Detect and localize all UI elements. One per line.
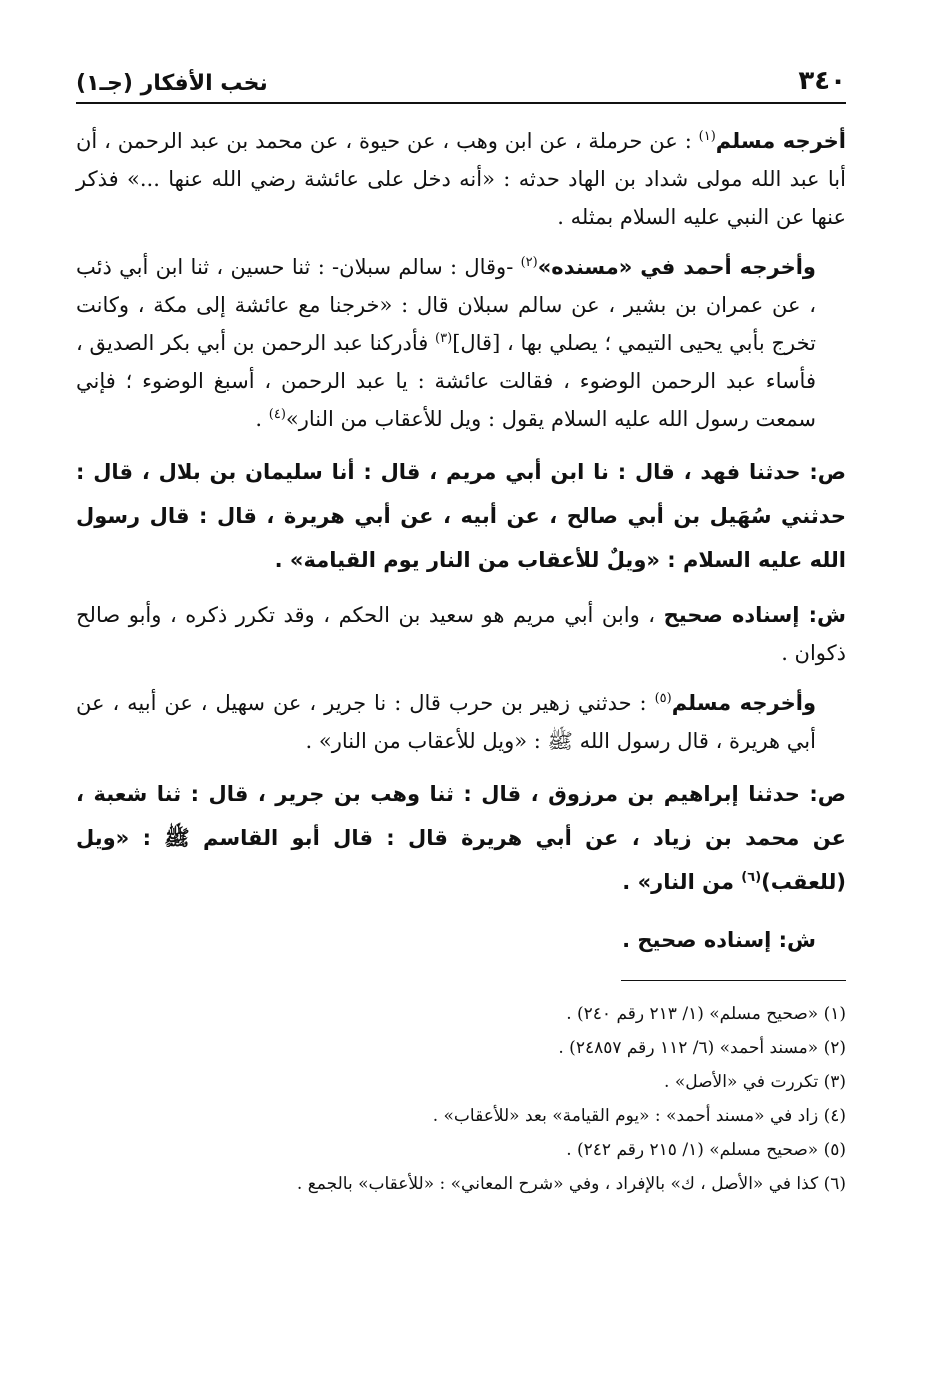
page-number: ٣٤٠ [798,66,846,96]
paragraph-lead: أخرجه مسلم [715,129,846,153]
paragraph-muslim-1 [76,122,846,236]
footnote-item: (١) «صحيح مسلم» (١/ ٢١٣ رقم ٢٤٠) . [566,1004,846,1024]
footnote-ref: (٢) [520,255,538,270]
hadith-text-2 [76,772,846,904]
sharh-text: ، وابن أبي مريم هو سعيد بن الحكم ، وقد تكرر ذكره ، وأبو صالح ذكوان . [76,603,846,665]
paragraph-text: فأدركنا عبد الرحمن بن أبي بكر الصديق ، فأساء عبد الرحمن الوضوء ، فقالت عائشة : يا عبد الرحمن ، أسبغ الوضوء ؛ فإني سمعت رسول الله عليه السلام يقول : ويل للأعقاب من النار» [76,331,816,431]
sharh-lead: ش: إسناده صحيح [663,603,846,627]
book-title: نخب الأفكار (جـ١) [76,71,268,96]
hadith-text: من النار» . [622,870,742,894]
sharh-2: ش: إسناده صحيح . [622,928,816,952]
page [76,56,846,1201]
footnote-item: (٤) زاد في «مسند أحمد» : «يوم القيامة» بعد «للأعقاب» . [432,1106,846,1126]
paragraph-text: : عن حرملة ، عن ابن وهب ، عن حيوة ، عن محمد بن عبد الرحمن ، أن أبا عبد الله مولى شداد بن الهاد حدثه : «أنه دخل على عائشة رضي الله عنها ...» فذكر عنها عن النبي عليه السلام بمثله . [76,129,846,229]
hadith-text-1: ص: حدثنا فهد ، قال : نا ابن أبي مريم ، قال : أنا سليمان بن بلال ، قال : حدثني سُهَيل بن أبي صالح ، عن أبيه ، عن أبي هريرة ، قال : قال رسول الله عليه السلام : «ويلٌ للأعقاب من النار يوم القيامة» . [76,460,846,572]
footnote-item: (٥) «صحيح مسلم» (١/ ٢١٥ رقم ٢٤٢) . [566,1140,846,1160]
footnote-ref: (٦) [741,870,762,885]
main-text [76,122,846,962]
footnote-ref: (٣) [435,331,453,346]
footnotes [76,997,846,1201]
footnote-ref: (٤) [268,407,286,422]
paragraph-lead: وأخرجه مسلم [671,691,816,715]
paragraph-text: : حدثني زهير بن حرب قال : نا جرير ، عن سهيل ، عن أبيه ، عن أبي هريرة ، قال رسول الله ﷺ : «ويل للأعقاب من النار» . [76,691,816,753]
footnote-separator [621,980,846,981]
paragraph-muslim-2 [76,684,846,760]
hadith-text: ص: حدثنا إبراهيم بن مرزوق ، قال : ثنا وهب بن جرير ، قال : ثنا شعبة ، عن محمد بن زياد ، عن أبي هريرة قال : قال أبو القاسم ﷺ : «ويل (للعقب) [76,782,846,894]
footnote-item: (٢) «مسند أحمد» (٦/ ١١٢ رقم ٢٤٨٥٧) . [558,1038,846,1058]
paragraph-text: -وقال : سالم سبلان- : ثنا حسين ، ثنا ابن أبي ذئب ، عن عمران بن بشير ، عن سالم سبلان قال : «خرجنا مع عائشة إلى مكة ، وكانت تخرج بأبي يحيى التيمي ؛ يصلي بها ، [قال] [76,255,816,355]
sharh-1 [76,596,846,672]
paragraph-lead: وأخرجه أحمد في «مسنده» [537,255,816,279]
footnote-item: (٦) كذا في «الأصل ، ك» بالإفراد ، وفي «شرح المعاني» : «للأعقاب» بالجمع . [296,1174,846,1194]
paragraph-ahmad [76,248,846,438]
footnote-ref: (٥) [654,691,672,706]
page-header [76,56,846,104]
paragraph-text: . [255,407,269,431]
footnote-item: (٣) تكررت في «الأصل» . [664,1072,846,1092]
footnote-ref: (١) [698,129,716,144]
